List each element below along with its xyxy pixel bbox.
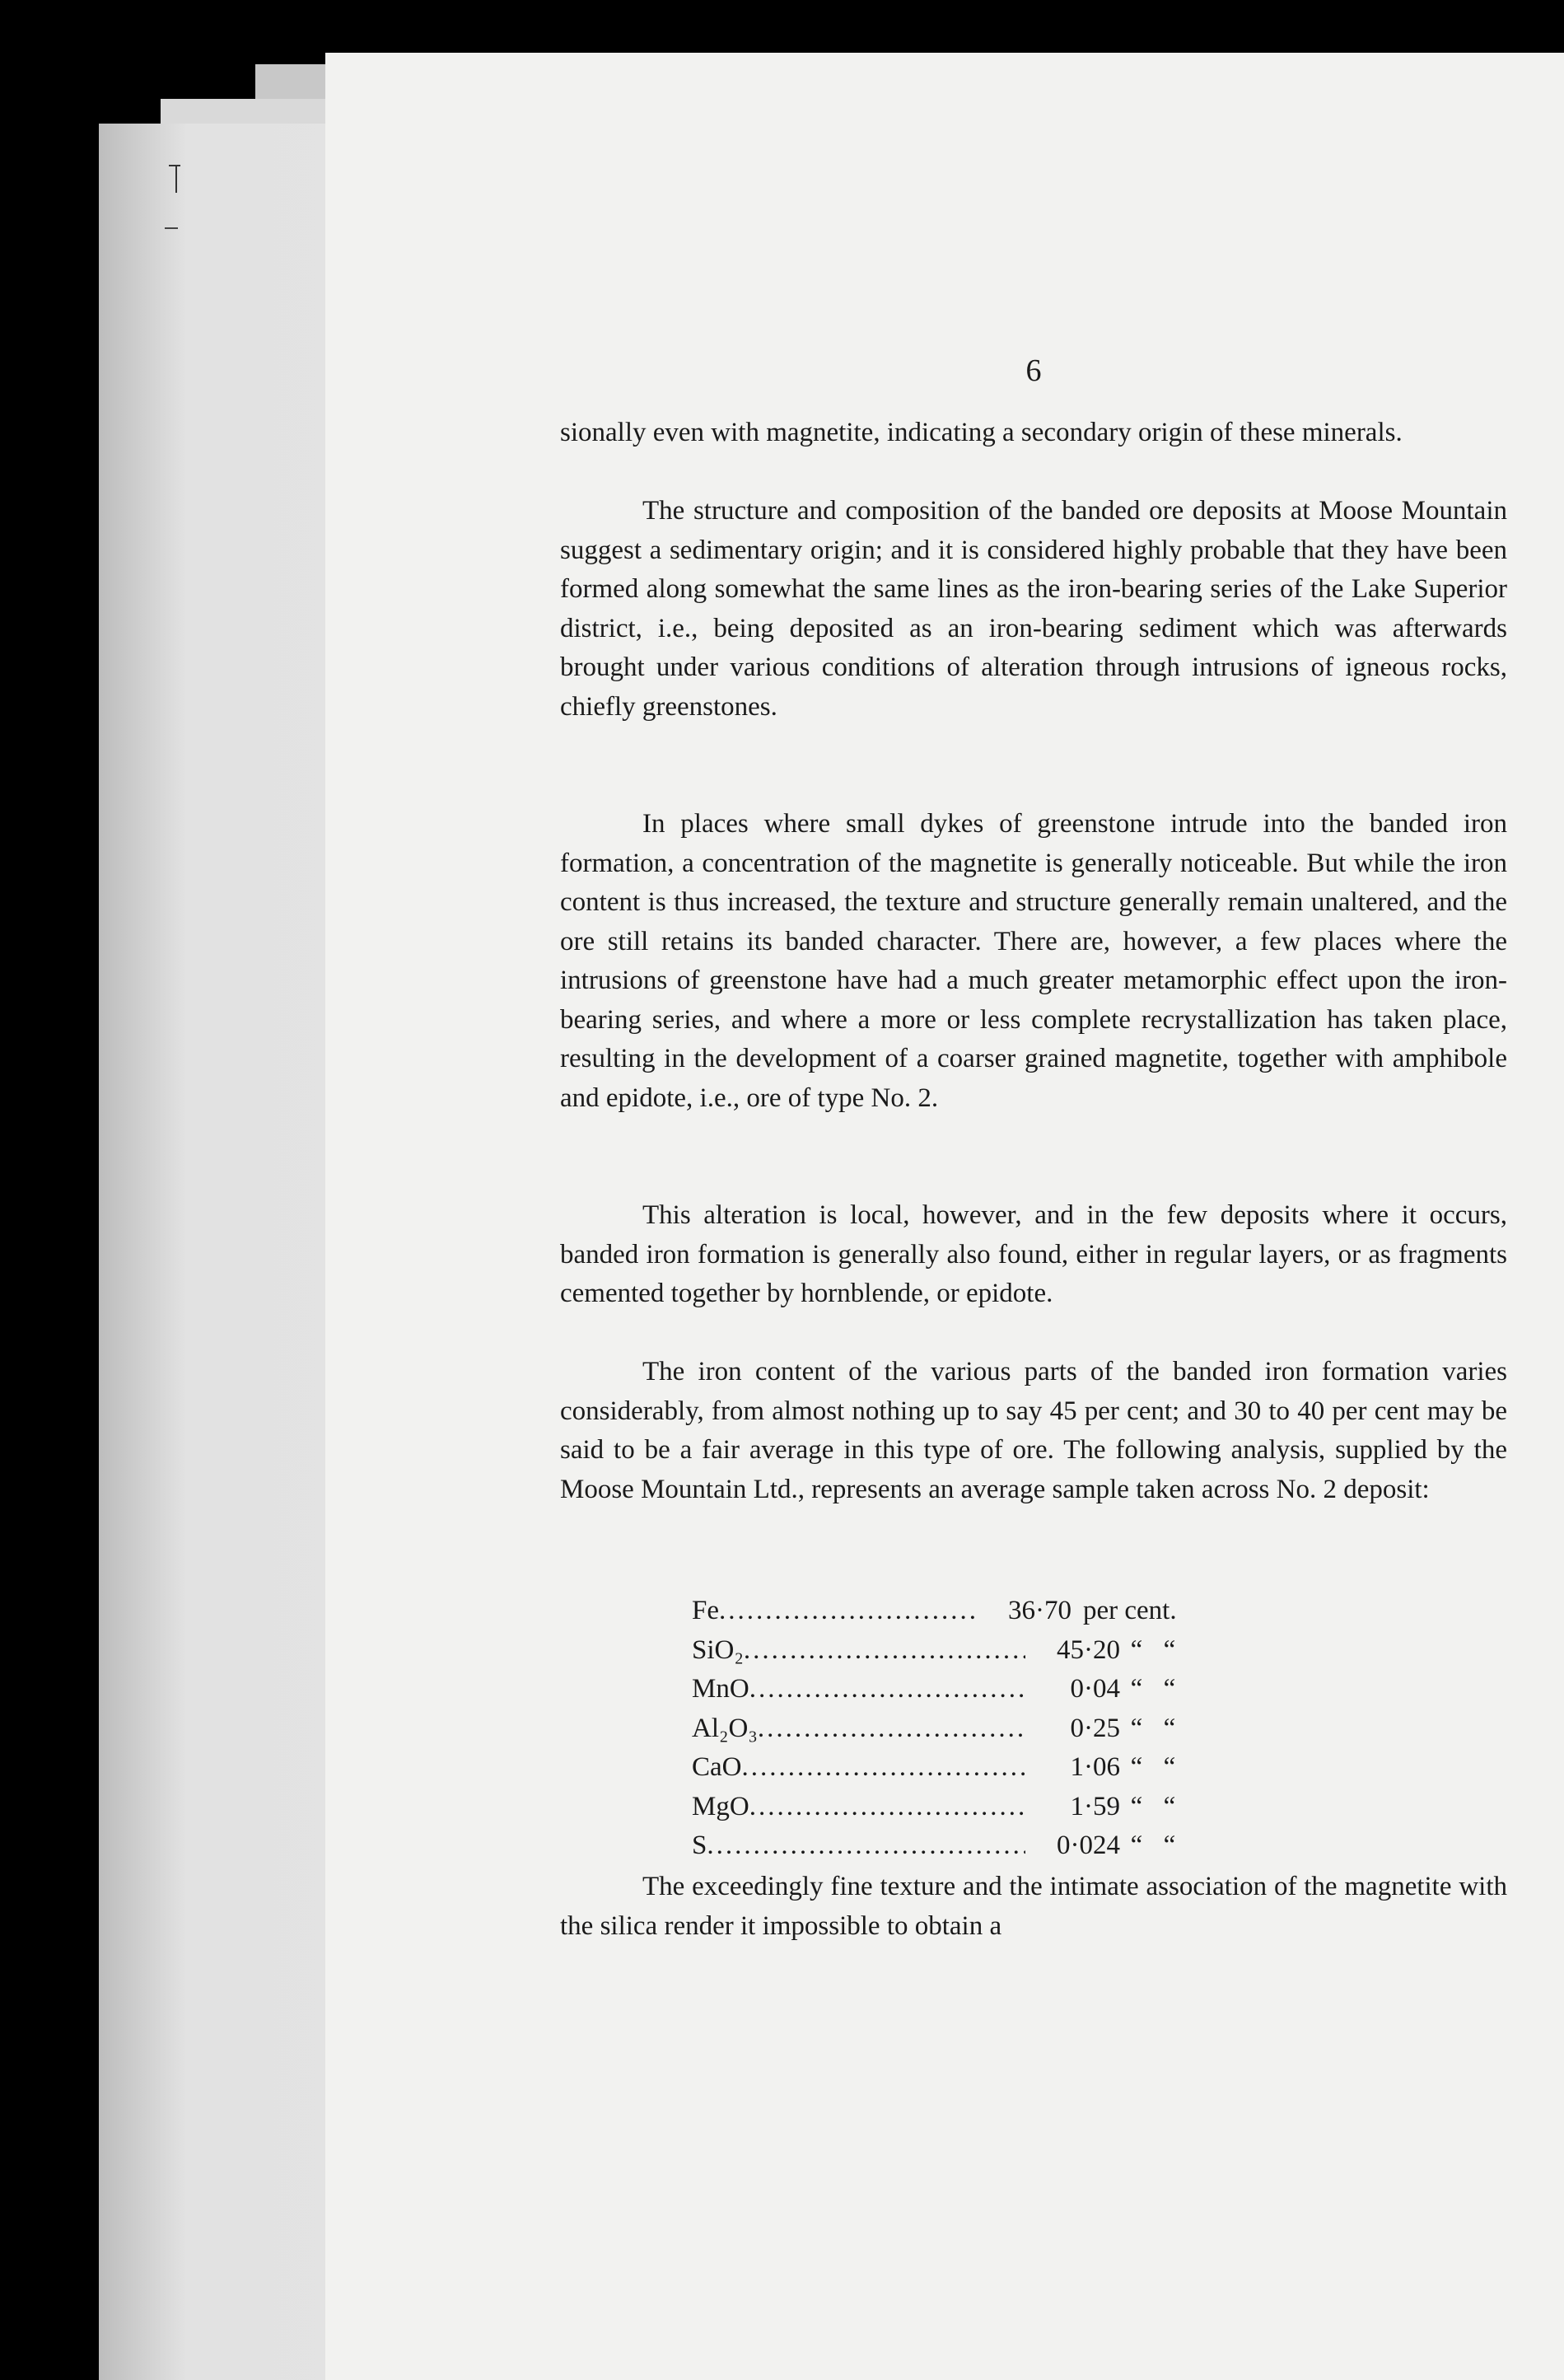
ditto-mark: “ [1163,1634,1176,1665]
analysis-row [692,1592,1186,1631]
value: 0·25 [1070,1713,1120,1743]
unit: per cent. [1083,1596,1177,1625]
ditto-mark: “ [1163,1831,1176,1860]
dot-leader [749,1788,1025,1827]
element-label: MnO [692,1674,749,1704]
analysis-row [692,1670,1186,1709]
element-label: Al₂O₃ [692,1713,758,1743]
ditto-mark: “ [1163,1752,1176,1782]
value: 36·70 [1008,1596,1071,1625]
dot-leader [742,1748,1026,1788]
ditto-mark: “ [1130,1752,1143,1782]
value: 45·20 [1057,1634,1120,1665]
dot-leader [758,1709,1025,1749]
ditto-mark: “ [1130,1831,1143,1860]
analysis-table [692,1592,1186,1866]
element-label: SiO₂ [692,1634,744,1665]
ditto-mark: “ [1163,1674,1176,1704]
paragraph-5: The iron content of the various parts of the banded iron formation varies considerably, from almost nothing up to say 45 per cent; and 30 to 40 per cent may be said to be a fair average in this type of ore. The following analysis, supplied by the Moose Mountain Ltd., represents an average sample taken across No. 2 deposit: [560,1357,1507,1504]
ditto-mark: “ [1163,1791,1176,1821]
ditto-mark: “ [1163,1713,1176,1743]
dot-leader [749,1670,1025,1709]
analysis-row [692,1631,1186,1671]
ditto-mark: “ [1130,1791,1143,1821]
margin-mark [165,227,178,229]
analysis-row [692,1826,1186,1866]
dot-leader [719,1592,977,1631]
paragraph-2: The structure and composition of the banded ore deposits at Moose Mountain suggest a sedimentary origin; and it is considered highly probable that they have been formed along somewhat the same lines as the iron-bearing series of the Lake Superior district, i.e., being deposited as an iron-bearing sediment which was afterwards brought under various conditions of alteration through intrusions of igneous rocks, chiefly greenstones. [560,496,1507,722]
paragraph-6: The exceedingly fine texture and the intimate association of the magnetite with the silica render it impossible to obtain a [560,1872,1507,1941]
margin-mark [169,165,180,166]
value: 0·024 [1057,1831,1120,1860]
dot-leader [744,1631,1025,1671]
value: 1·59 [1070,1791,1120,1821]
analysis-row [692,1709,1186,1749]
paragraph-1: sionally even with magnetite, indicating a secondary origin of these minerals. [560,418,1403,447]
paragraph-3: In places where small dykes of greenstone intrude into the banded iron formation, a concentration of the magnetite is generally noticeable. But while the iron content is thus increased, the texture and structure generally remain unaltered, and the ore still retains its banded character. There are, however, a few places where the intrusions of greenstone have had a much greater metamorphic effect upon the iron-bearing series, and where a more or less complete recrystallization has taken place, resulting in the development of a coarser grained magnetite, together with amphibole and epidote, i.e., ore of type No. 2. [560,809,1507,1113]
dot-leader [707,1826,1025,1866]
element-label: CaO [692,1752,742,1782]
analysis-row [692,1748,1186,1788]
page-number: 6 [1025,353,1042,388]
paragraph-4: This alteration is local, however, and in the few deposits where it occurs, banded iron formation is generally also found, either in regular layers, or as fragments cemented together by hornblende, or epidote. [560,1200,1507,1308]
analysis-row [692,1788,1186,1827]
ditto-mark: “ [1130,1674,1143,1704]
margin-mark [175,165,177,193]
value: 0·04 [1070,1674,1120,1704]
element-label: MgO [692,1791,749,1821]
ditto-mark: “ [1130,1713,1143,1743]
ditto-mark: “ [1130,1634,1143,1665]
element-label: Fe [692,1596,719,1625]
value: 1·06 [1070,1752,1120,1782]
element-label: S [692,1831,707,1860]
